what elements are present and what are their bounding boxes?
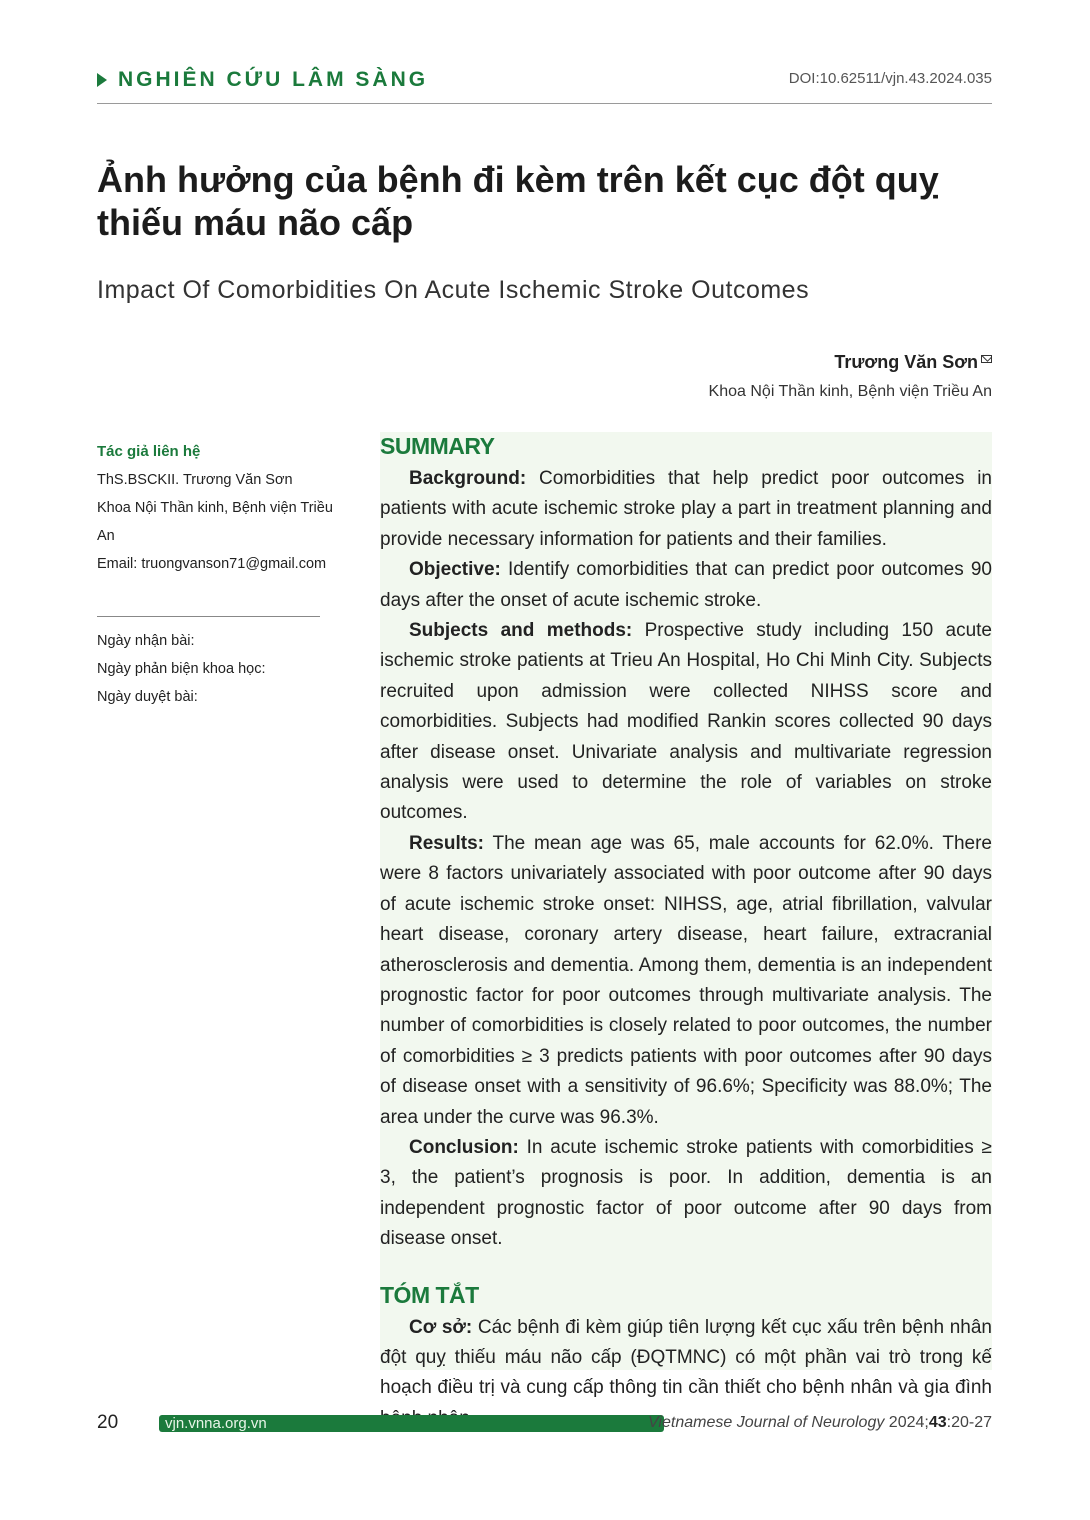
doi-link[interactable]: DOI:10.62511/vjn.43.2024.035 <box>788 70 992 87</box>
journal-url[interactable]: vjn.vnna.org.vn <box>159 1415 664 1432</box>
contact-label: Tác giả liên hệ <box>97 443 201 460</box>
background-text: Comorbidities that help predict poor outcomes in patients with acute ischemic stroke play a part in treatment planning and provide necessary information for patients and their families. <box>380 468 992 550</box>
journal-year: 2024; <box>884 1414 929 1431</box>
journal-name: Vietnamese Journal of Neurology <box>648 1414 885 1431</box>
sidebar-divider <box>97 616 320 617</box>
date-reviewed: Ngày phản biện khoa học: <box>97 661 266 677</box>
page-number: 20 <box>97 1412 119 1433</box>
background-label: Background: <box>409 468 527 489</box>
author-name-text: Trương Văn Sơn <box>834 352 978 372</box>
envelope-icon[interactable] <box>981 355 992 363</box>
journal-volume: 43 <box>928 1414 947 1431</box>
contact-department: Khoa Nội Thần kinh, Bệnh viện Triều An <box>97 500 333 544</box>
title-english: Impact Of Comorbidities On Acute Ischemic Stroke Outcomes <box>97 276 810 304</box>
page-header <box>97 66 992 104</box>
date-accepted: Ngày duyệt bài: <box>97 689 198 705</box>
date-received: Ngày nhận bài: <box>97 633 195 649</box>
methods-text: Prospective study including 150 acute ischemic stroke patients at Trieu An Hospital, Ho Chi Minh City. Subjects recruited upon admission were collected NIHSS score and comorbidities. Subjects had modified Rankin scores collected 90 days after disease onset. Univariate analysis and multivariate regression analysis were used to determine the role of variables on stroke outcomes. <box>380 620 992 824</box>
journal-citation <box>648 1414 992 1432</box>
abstract <box>380 432 992 1434</box>
background-paragraph <box>380 464 992 555</box>
results-paragraph <box>380 829 992 1133</box>
methods-label: Subjects and methods: <box>409 620 633 642</box>
title-vietnamese: Ảnh hưởng của bệnh đi kèm trên kết cục đột quỵ thiếu máu não cấp <box>97 159 939 243</box>
triangle-right-icon <box>97 73 107 87</box>
objective-text: Identify comorbidities that can predict poor outcomes 90 days after the onset of acute ischemic stroke. <box>380 559 992 611</box>
results-label: Results: <box>409 832 484 854</box>
objective-paragraph <box>380 555 992 616</box>
objective-label: Objective: <box>409 559 501 581</box>
author-name <box>709 352 992 373</box>
results-text: The mean age was 65, male accounts for 62.0%. There were 8 factors univariately associated with poor outcome after 90 days of acute ischemic stroke onset: NIHSS, age, atrial fibrillation, valvular heart disease, coronary artery disease, heart failure, extracranial atherosclerosis and dementia. Among them, dementia is an independent prognostic factor for poor outcomes through multivariate analysis. The number of comorbidities is closely related to poor outcomes, the number of comorbidities ≥ 3 predicts patients with poor outcomes after 90 days of disease onset with a sensitivity of 96.6%; Specificity was 88.0%; The area under the curve was 96.3%. <box>380 832 992 1128</box>
section-tag <box>97 68 428 92</box>
conclusion-text: In acute ischemic stroke patients with comorbidities ≥ 3, the patient’s prognosis is poor. In addition, dementia is an independent prognostic factor of poor outcome after 90 days from disease onset. <box>380 1136 992 1250</box>
tomtat-heading: TÓM TẮT <box>380 1281 479 1308</box>
conclusion-paragraph <box>380 1133 992 1255</box>
journal-pages: :20-27 <box>946 1414 992 1431</box>
contact-email[interactable]: Email: truongvanson71@gmail.com <box>97 556 327 572</box>
coso-label: Cơ sở: <box>409 1316 473 1338</box>
methods-paragraph <box>380 616 992 829</box>
author-block <box>709 352 992 401</box>
conclusion-label: Conclusion: <box>409 1136 519 1158</box>
sidebar <box>97 438 347 711</box>
author-affiliation: Khoa Nội Thần kinh, Bệnh viện Triều An <box>708 383 992 400</box>
contact-name: ThS.BSCKII. Trương Văn Sơn <box>97 472 293 488</box>
page-footer <box>97 1412 992 1436</box>
summary-heading: SUMMARY <box>380 433 495 459</box>
coso-text: Các bệnh đi kèm giúp tiên lượng kết cục xấu trên bệnh nhân đột quỵ thiếu máu não cấp (ĐQTMNC) có một phần vai trò trong kế hoạch điều trị và cung cấp thông tin cần thiết cho bệnh nhân và gia đình <box>380 1316 992 1399</box>
section-label: NGHIÊN CỨU LÂM SÀNG <box>118 68 429 91</box>
